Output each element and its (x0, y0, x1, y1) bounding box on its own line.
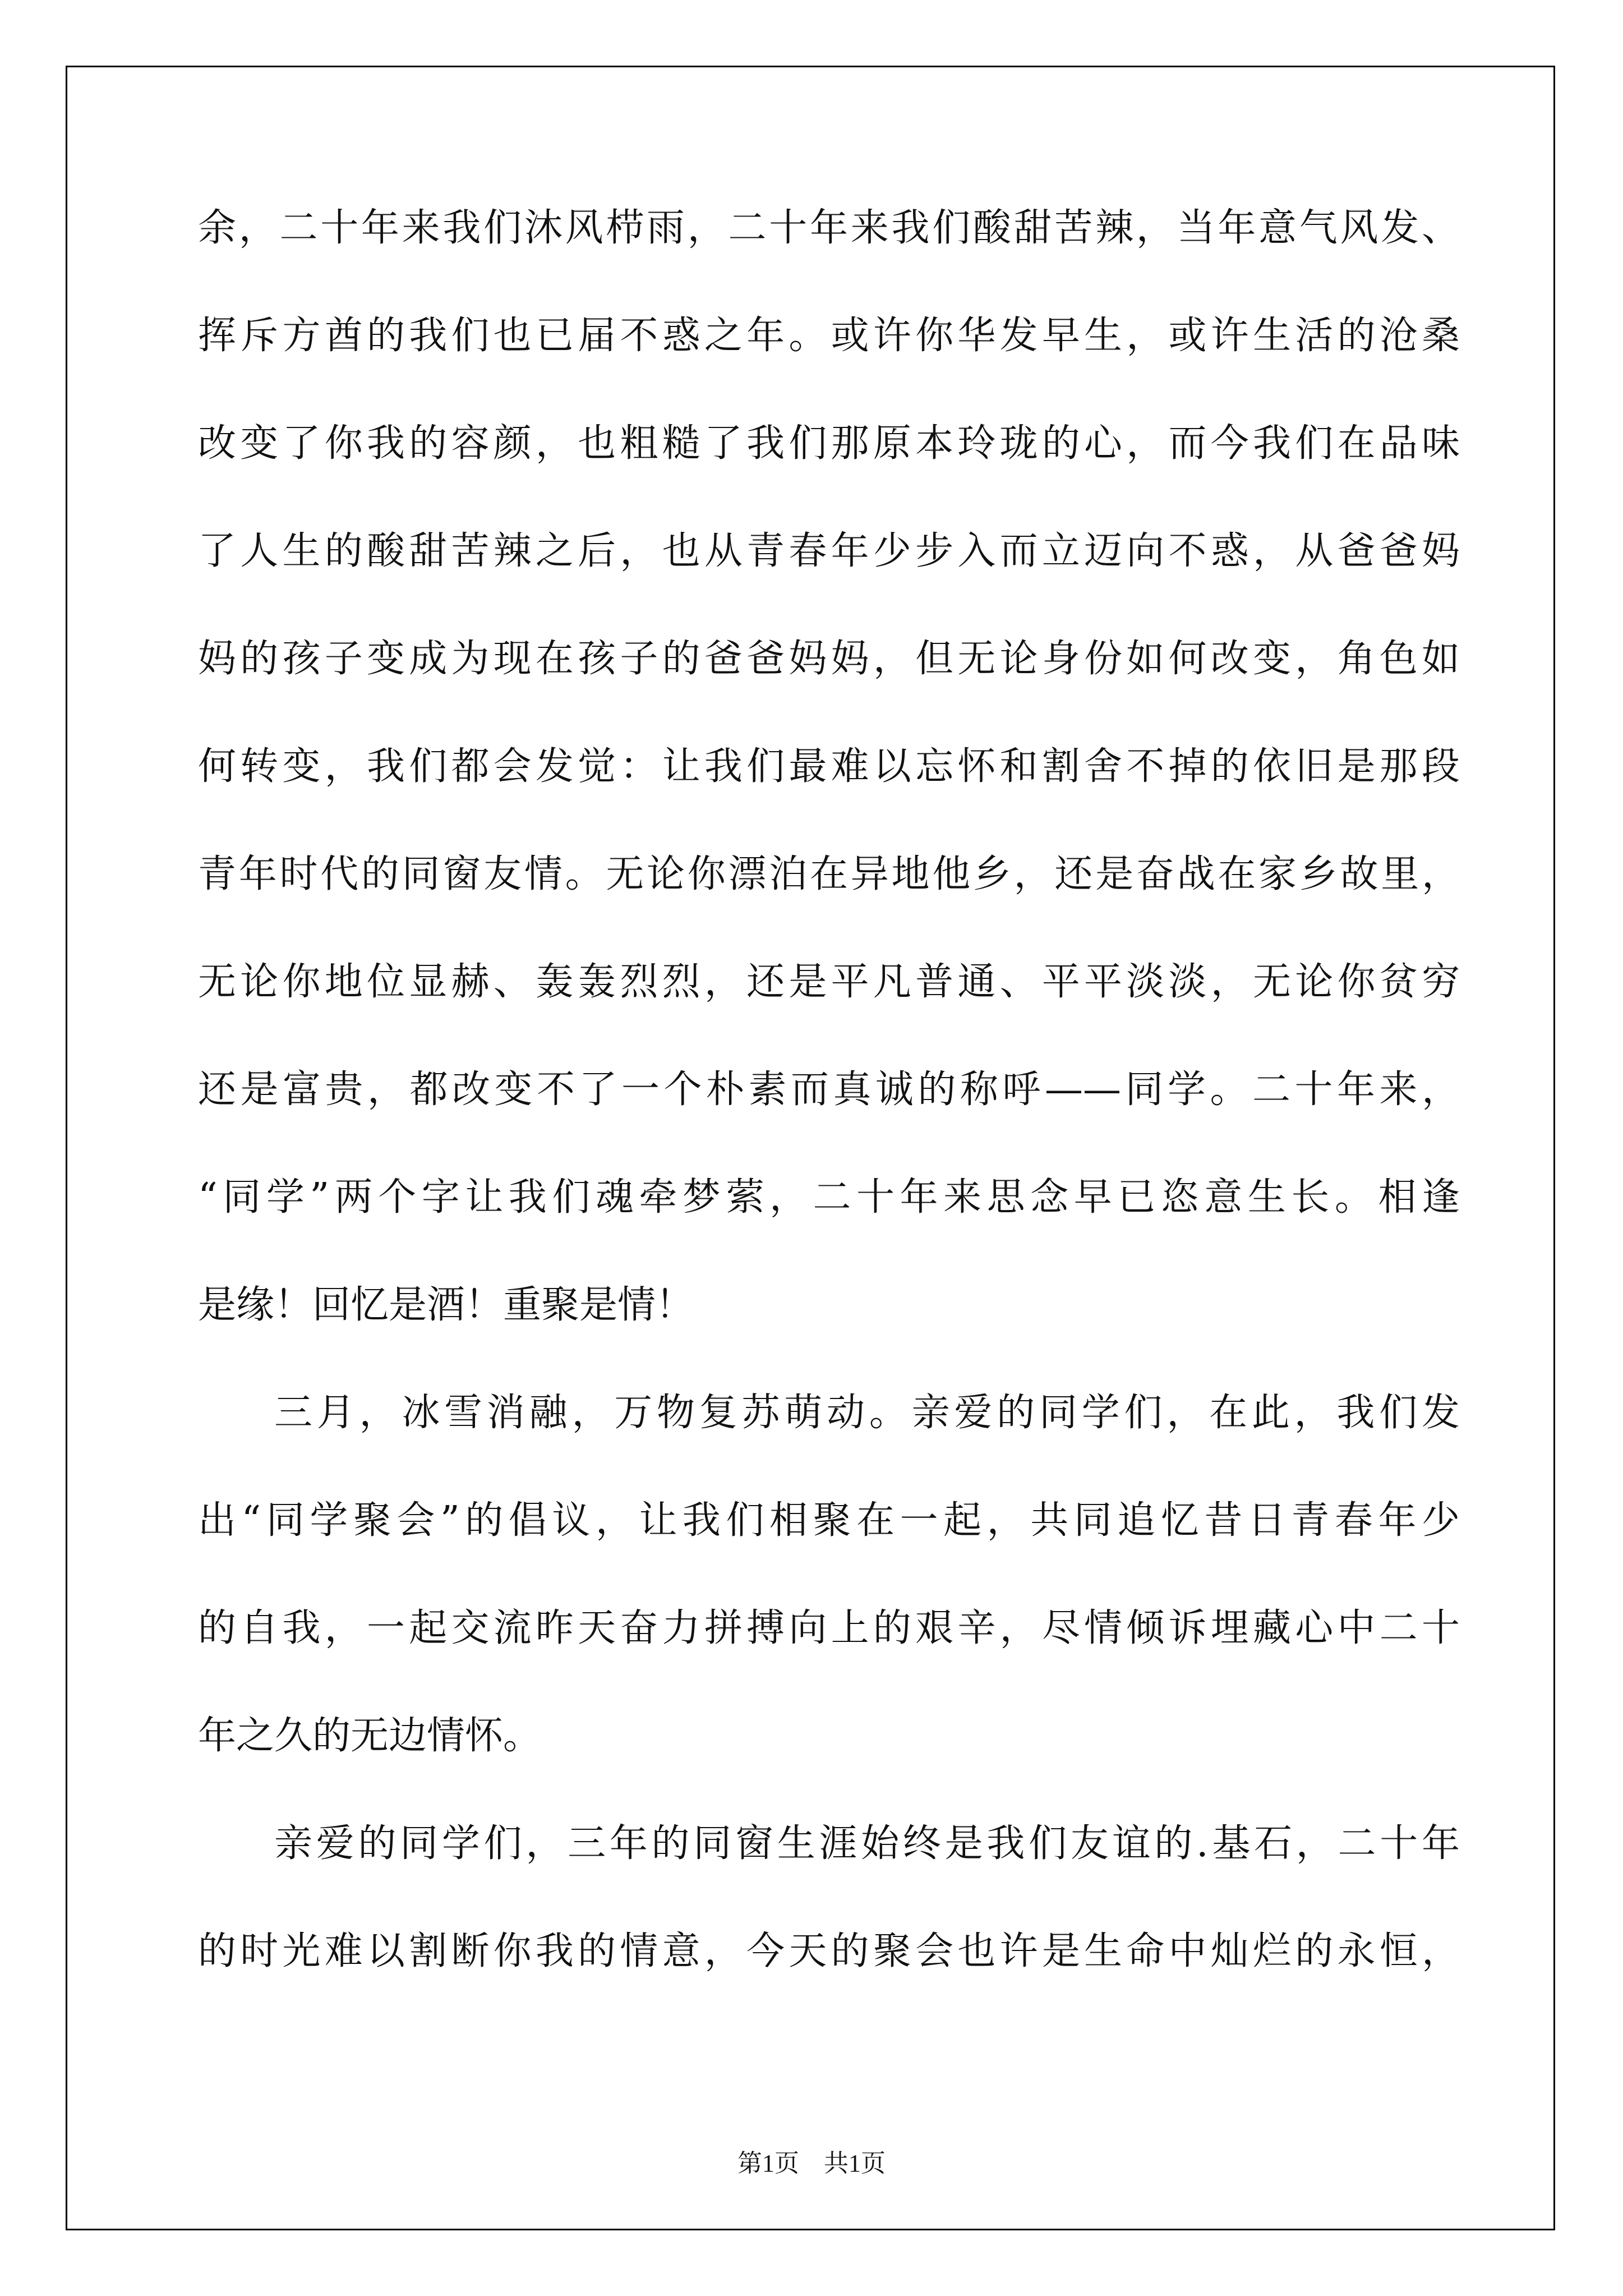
text-line: 是缘！回忆是酒！重聚是情！ (198, 1283, 694, 1327)
page-number-footer: 第1页 共1页 (737, 2150, 886, 2177)
text-line: 出“同学聚会”的倡议，让我们相聚在一起，共同追忆昔日青春年少 (198, 1498, 1460, 1543)
text-line: “同学”两个字让我们魂牵梦萦，二十年来思念早已恣意生长。相逢 (198, 1175, 1460, 1220)
text-line: 改变了你我的容颜，也粗糙了我们那原本玲珑的心，而今我们在品味 (198, 421, 1460, 466)
text-line: 无论你地位显赫、轰轰烈烈，还是平凡普通、平平淡淡，无论你贫穷 (198, 960, 1460, 1004)
text-line: 了人生的酸甜苦辣之后，也从青春年少步入而立迈向不惑，从爸爸妈 (198, 529, 1460, 573)
text-line: 还是富贵，都改变不了一个朴素而真诚的称呼——同学。二十年来， (198, 1068, 1460, 1112)
paragraph-first-line: 三月，冰雪消融，万物复苏萌动。亲爱的同学们，在此，我们发 (274, 1391, 1460, 1435)
paragraph-first-line: 亲爱的同学们，三年的同窗生涯始终是我们友谊的.基石，二十年 (274, 1821, 1460, 1866)
text-line: 的时光难以割断你我的情意，今天的聚会也许是生命中灿烂的永恒， (198, 1929, 1460, 1973)
text-line: 余，二十年来我们沐风栉雨，二十年来我们酸甜苦辣，当年意气风发、 (198, 206, 1460, 250)
page-frame (66, 66, 1555, 2230)
text-line: 何转变，我们都会发觉：让我们最难以忘怀和割舍不掉的依旧是那段 (198, 744, 1460, 789)
text-line: 妈的孩子变成为现在孩子的爸爸妈妈，但无论身份如何改变，角色如 (198, 637, 1460, 681)
text-line: 青年时代的同窗友情。无论你漂泊在异地他乡，还是奋战在家乡故里， (198, 852, 1460, 896)
text-line: 的自我，一起交流昨天奋力拼搏向上的艰辛，尽情倾诉埋藏心中二十 (198, 1606, 1460, 1650)
text-line: 挥斥方酋的我们也已届不惑之年。或许你华发早生，或许生活的沧桑 (198, 314, 1460, 358)
text-line: 年之久的无边情怀。 (198, 1714, 542, 1758)
